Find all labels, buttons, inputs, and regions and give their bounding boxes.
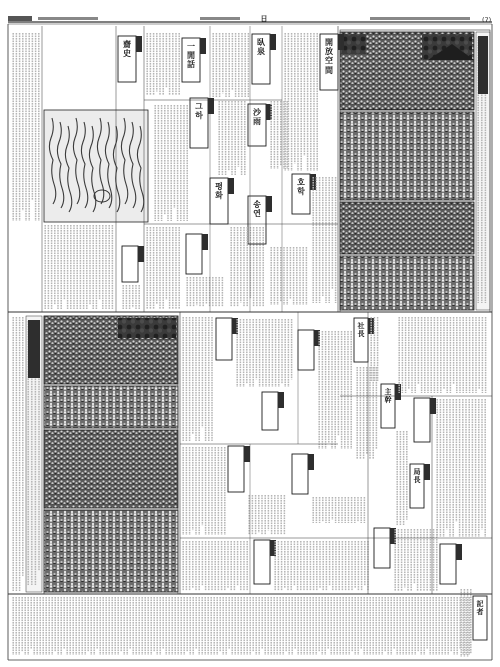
headline-wa-cheon: 臥泉 (257, 37, 265, 57)
text-block-lr-3 (437, 399, 485, 537)
headline-pyeong-hwa: 평화 (215, 181, 223, 201)
photo-left-4 (44, 510, 178, 592)
hbox-mid-7 (374, 528, 390, 568)
headline-small-d: 記者 (476, 599, 484, 617)
photo-left-3 (44, 430, 178, 508)
photo-right-2 (340, 112, 474, 200)
column-tag-21 (395, 384, 401, 400)
text-block-lm-9 (275, 541, 368, 591)
headline-small-a: 社長 (357, 321, 365, 339)
text-block-lm-7 (313, 497, 364, 523)
headline-ho-hak: 호학 (297, 177, 305, 197)
column-tag-12 (244, 446, 250, 462)
column-tag-1 (270, 34, 276, 50)
hbox-mid-3 (262, 392, 278, 430)
hbox-mid-2 (298, 330, 314, 370)
masthead-dateline-left (38, 17, 98, 20)
text-block-bottom-band (13, 597, 469, 655)
text-block-ll-1 (13, 317, 23, 591)
hbox-mid-9 (440, 544, 456, 584)
masthead-block-left (8, 16, 32, 21)
text-block-um-4 (219, 101, 245, 175)
text-block-lm-2 (237, 319, 291, 387)
headline-il-hwa: 一閒話 (187, 41, 195, 70)
column-tag-17 (456, 544, 462, 560)
photo-right-4 (340, 256, 474, 310)
photo-right-3 (340, 202, 474, 254)
text-block-um-10 (147, 227, 179, 309)
text-block-um-8 (271, 247, 306, 305)
text-block-lm-1 (183, 317, 212, 441)
headline-sa-u: 沙雨 (253, 107, 261, 127)
hbox-mid-6 (254, 540, 270, 584)
text-block-ul-2 (45, 225, 112, 309)
text-block-um-5 (155, 105, 187, 221)
column-tag-2 (200, 38, 206, 54)
text-block-um-11 (187, 277, 222, 307)
text-block-lm-10 (395, 529, 437, 591)
text-block-um-1 (285, 33, 317, 171)
caption-title-right (478, 36, 488, 94)
headline-small-c: 局長 (413, 467, 421, 485)
hbox-mid-11 (122, 246, 138, 282)
text-block-lm-5 (183, 447, 225, 535)
text-block-lr-1 (399, 317, 485, 393)
hbox-mid-5 (292, 454, 308, 494)
hbox-mid-8 (414, 398, 430, 442)
column-tag-11 (278, 392, 284, 408)
column-tag-0 (338, 34, 344, 50)
headline-song-yeon: 송연 (253, 199, 261, 219)
text-block-lr-2 (357, 367, 376, 459)
headline-jae-sa: 齋史 (123, 39, 131, 59)
column-tag-8 (208, 98, 214, 114)
headline-open-space: 開放空間 (325, 37, 333, 75)
column-tag-7 (228, 178, 234, 194)
column-tag-19 (138, 246, 144, 262)
text-block-lm-6 (249, 495, 284, 535)
masthead-info-center (200, 17, 240, 20)
column-tag-22 (424, 464, 430, 480)
caption-title-left (28, 320, 40, 378)
column-tag-13 (308, 454, 314, 470)
text-block-um-3 (147, 33, 179, 95)
hbox-mid-10 (186, 234, 202, 274)
text-block-lr-4 (397, 431, 407, 525)
text-block-lm-3 (319, 331, 351, 449)
text-block-ul-1 (13, 33, 39, 221)
headline-gi-ha: 그하 (195, 101, 203, 121)
photo-left-2 (44, 386, 178, 428)
text-block-um-7 (313, 177, 335, 303)
column-tag-3 (136, 36, 142, 52)
column-tag-16 (430, 398, 436, 414)
hbox-mid-1 (216, 318, 232, 360)
column-tag-6 (266, 196, 272, 212)
page-number: (7) (482, 16, 492, 24)
text-block-lm-8 (183, 541, 247, 591)
text-block-um-2 (213, 33, 248, 97)
masthead-center-char: 日 (260, 14, 268, 23)
hbox-mid-4 (228, 446, 244, 492)
headline-small-b: 主幹 (384, 387, 392, 405)
masthead-dateline-right (370, 17, 470, 20)
photo-left-1-trees (118, 318, 176, 338)
text-block-ul-3 (123, 285, 139, 309)
column-tag-18 (202, 234, 208, 250)
